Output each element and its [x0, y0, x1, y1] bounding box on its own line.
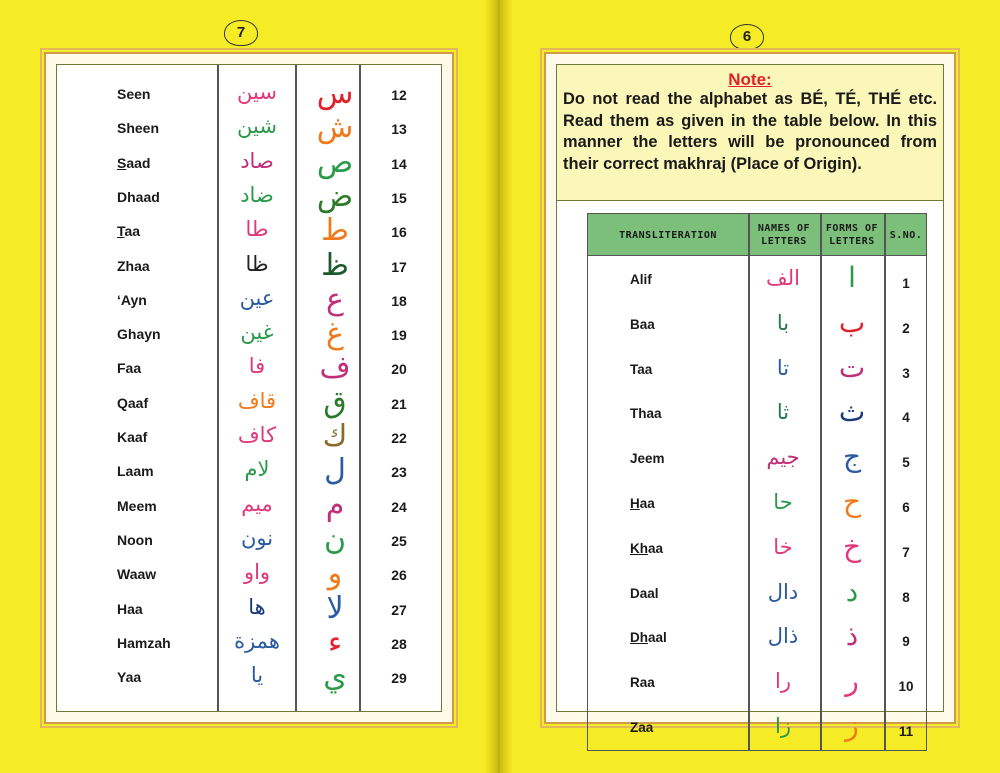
letter-form-cell: ز	[845, 709, 859, 742]
serial-number-cell: 8	[902, 589, 910, 605]
transliteration-cell: Baa	[630, 316, 655, 332]
serial-number-cell: 12	[391, 87, 407, 103]
transliteration-cell: Zaa	[630, 720, 654, 735]
letter-name-cell: شين	[237, 114, 277, 139]
letter-form-cell: ث	[838, 395, 866, 429]
letter-form-cell: خ	[842, 529, 862, 563]
right-letters-table	[587, 213, 927, 751]
letter-form-cell: س	[316, 76, 354, 111]
header-names: NAMES OF LETTERS	[757, 223, 811, 247]
letter-form-cell: ك	[322, 419, 348, 454]
letter-name-cell: جيم	[766, 445, 800, 470]
serial-number-cell: 19	[391, 327, 407, 344]
transliteration-cell: Dhaad	[117, 188, 160, 205]
transliteration-cell: Zhaa	[117, 257, 150, 274]
letter-name-cell: صاد	[240, 148, 274, 173]
letter-form-cell: ن	[323, 521, 347, 557]
table-row	[57, 590, 441, 628]
transliteration-cell: Qaaf	[117, 394, 149, 411]
table-row	[588, 618, 926, 663]
table-row	[588, 663, 926, 708]
table-row	[588, 574, 926, 619]
letter-form-cell: ا	[848, 261, 856, 294]
underlined-letter: Kh	[630, 540, 648, 556]
serial-number-cell: 23	[391, 464, 407, 481]
transliteration-cell: Noon	[117, 531, 153, 548]
serial-number-cell: 29	[391, 670, 407, 687]
letter-name-cell: ثا	[776, 400, 790, 425]
letter-form-cell: د	[845, 574, 859, 608]
transliteration-cell: Taa	[630, 361, 653, 377]
transliteration-cell: Faa	[117, 360, 142, 377]
transliteration-cell: Dhaal	[630, 630, 667, 646]
left-page-inner	[56, 64, 442, 712]
letter-form-cell: ي	[323, 659, 347, 695]
serial-number-cell: 15	[391, 189, 407, 206]
transliteration-cell: Yaa	[117, 669, 142, 686]
letter-name-cell: الف	[766, 266, 800, 290]
transliteration-cell: Thaa	[630, 406, 662, 422]
letter-name-cell: واو	[243, 560, 271, 585]
letter-form-cell: ت	[838, 350, 866, 384]
underlined-letter: T	[117, 223, 125, 240]
underlined-letter: Dh	[630, 630, 648, 646]
serial-number-cell: 25	[391, 532, 407, 549]
letter-name-cell: همزة	[234, 628, 280, 653]
table-row	[588, 350, 926, 395]
transliteration-cell: Ghayn	[117, 326, 161, 343]
table-row	[588, 305, 926, 350]
transliteration-cell: Laam	[117, 463, 154, 480]
serial-number-cell: 27	[391, 601, 407, 618]
table-row	[57, 144, 441, 182]
table-row	[588, 529, 926, 574]
table-row	[57, 247, 441, 285]
header-transliteration: TRANSLITERATION	[619, 229, 717, 241]
table-row	[57, 521, 441, 559]
letter-name-cell: زا	[775, 714, 791, 738]
letter-name-cell: كاف	[237, 423, 277, 447]
table-row	[57, 419, 441, 456]
right-page-inner	[556, 64, 944, 742]
table-row	[57, 316, 441, 353]
letter-form-cell: ط	[321, 213, 349, 249]
letter-form-cell: م	[325, 487, 345, 523]
note-title: Note:	[728, 70, 772, 89]
letter-form-cell: ب	[838, 305, 866, 339]
letter-name-cell: غين	[240, 320, 274, 345]
letter-form-cell: ص	[316, 144, 354, 180]
right-page-frame	[544, 52, 956, 742]
underlined-letter: H	[630, 496, 640, 511]
serial-number-cell: 20	[391, 361, 407, 378]
letter-name-cell: عين	[239, 285, 275, 310]
letter-name-cell: را	[775, 669, 791, 694]
transliteration-cell: Taa	[117, 223, 141, 240]
letter-form-cell: غ	[326, 316, 344, 352]
serial-number-cell: 1	[902, 276, 910, 291]
letter-form-cell: ش	[316, 110, 354, 146]
table-row	[588, 708, 926, 753]
letter-name-cell: قاف	[237, 388, 277, 413]
letter-name-cell: فا	[248, 354, 266, 379]
transliteration-cell: Jeem	[630, 451, 665, 467]
left-letters-table	[57, 65, 441, 711]
letter-name-cell: سين	[237, 80, 277, 104]
serial-number-cell: 26	[391, 567, 407, 584]
letter-name-cell: با	[776, 310, 790, 335]
letter-form-cell: ذ	[845, 619, 859, 653]
table-row	[57, 76, 441, 113]
letter-form-cell: ض	[316, 178, 354, 214]
serial-number-cell: 6	[902, 500, 910, 515]
serial-number-cell: 2	[902, 320, 910, 336]
transliteration-cell: Khaa	[630, 540, 664, 556]
book-gutter	[486, 0, 512, 773]
letter-name-cell: ظا	[245, 251, 269, 276]
serial-number-cell: 13	[391, 121, 407, 138]
underlined-letter: S	[117, 154, 127, 171]
serial-number-cell: 5	[902, 455, 910, 471]
serial-number-cell: 11	[898, 724, 914, 739]
table-row	[57, 487, 441, 525]
note-text: Do not read the alphabet as BÉ, TÉ, THÉ etc. Read them as given in the table below. In this manner the letters will be pronounced from their correct makhraj (Place of Origin).	[563, 90, 937, 173]
serial-number-cell: 24	[391, 498, 407, 515]
serial-number-cell: 7	[902, 544, 910, 560]
letter-form-cell: و	[327, 556, 343, 592]
letter-name-cell: تا	[776, 355, 790, 380]
letter-name-cell: ميم	[241, 491, 273, 516]
serial-number-cell: 28	[391, 635, 407, 652]
letter-form-cell: ظ	[321, 247, 349, 283]
letter-name-cell: ها	[248, 594, 266, 619]
table-row	[57, 453, 441, 490]
table-row	[57, 624, 441, 662]
header-sno: S.NO.	[889, 229, 923, 241]
table-row	[57, 178, 441, 216]
letter-name-cell: لام	[244, 457, 270, 482]
serial-number-cell: 9	[902, 634, 910, 650]
letter-form-cell: ف	[319, 350, 351, 386]
table-row	[57, 281, 441, 319]
table-row	[57, 659, 441, 696]
transliteration-cell: Saad	[117, 154, 151, 171]
letter-name-cell: دال	[767, 579, 799, 604]
transliteration-cell: Meem	[117, 497, 157, 514]
serial-number-cell: 4	[902, 410, 910, 426]
transliteration-cell: Seen	[117, 86, 151, 102]
transliteration-cell: ‘Ayn	[117, 291, 147, 308]
letter-name-cell: نون	[240, 525, 274, 550]
transliteration-cell: Haa	[117, 600, 143, 617]
transliteration-cell: Haa	[630, 496, 655, 511]
serial-number-cell: 18	[391, 292, 407, 309]
letter-form-cell: ﻻ	[326, 590, 344, 626]
table-row	[57, 213, 441, 250]
letter-form-cell: ء	[327, 624, 343, 660]
letter-form-cell: ر	[845, 664, 859, 698]
transliteration-cell: Alif	[630, 272, 652, 287]
letter-form-cell: ج	[842, 440, 862, 474]
letter-form-cell: ق	[323, 384, 347, 420]
letter-name-cell: خا	[773, 534, 793, 559]
letter-name-cell: طا	[245, 217, 269, 242]
letter-form-cell: ح	[842, 485, 862, 518]
table-row	[588, 260, 926, 305]
letter-name-cell: ضاد	[240, 182, 274, 207]
table-row	[57, 110, 441, 147]
table-row	[57, 556, 441, 593]
table-row	[588, 484, 926, 529]
letter-name-cell: يا	[250, 663, 264, 688]
note-box	[557, 65, 943, 201]
left-page-frame	[44, 52, 454, 724]
serial-number-cell: 22	[391, 430, 407, 446]
transliteration-cell: Waaw	[117, 566, 157, 583]
page-number-right: 6	[730, 24, 764, 50]
serial-number-cell: 17	[391, 258, 407, 275]
transliteration-cell: Sheen	[117, 120, 160, 137]
letter-name-cell: ذال	[767, 624, 799, 649]
serial-number-cell: 21	[391, 395, 407, 412]
table-row	[588, 439, 926, 484]
transliteration-cell: Daal	[630, 585, 659, 601]
transliteration-cell: Hamzah	[117, 634, 171, 651]
serial-number-cell: 3	[902, 365, 910, 381]
serial-number-cell: 14	[391, 155, 407, 172]
page-number-left: 7	[224, 20, 258, 46]
table-row	[57, 350, 441, 387]
header-forms: FORMS OF LETTERS	[825, 223, 879, 247]
table-row	[588, 394, 926, 439]
table-header	[588, 214, 926, 256]
transliteration-cell: Raa	[630, 675, 655, 691]
letter-name-cell: حا	[773, 490, 793, 514]
transliteration-cell: Kaaf	[117, 429, 148, 445]
letter-form-cell: ع	[326, 281, 344, 317]
table-row	[57, 384, 441, 422]
letter-form-cell: ل	[324, 453, 346, 489]
serial-number-cell: 16	[391, 224, 407, 241]
serial-number-cell: 10	[898, 679, 914, 695]
